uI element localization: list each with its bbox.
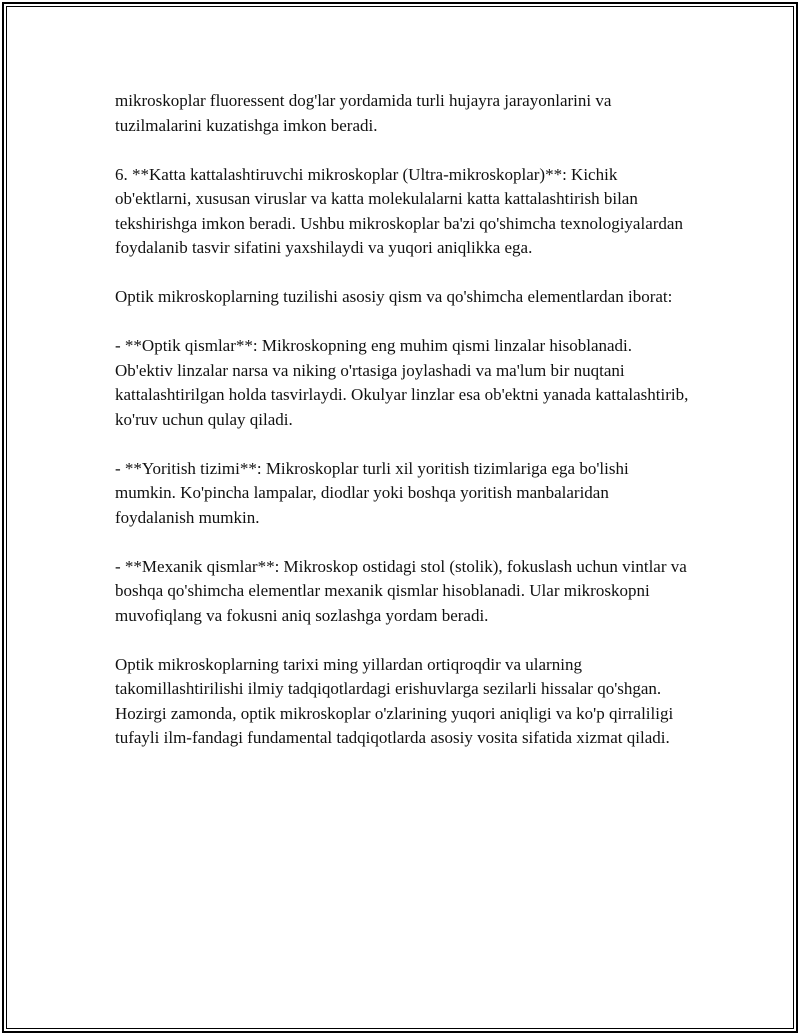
- paragraph-lighting-system: - **Yoritish tizimi**: Mikroskoplar turli xil yoritish tizimlariga ega bo'lishi mumkin. Ko'pincha lampalar, diodlar yoki boshqa yoritish manbalaridan foydalanish mumkin.: [115, 458, 629, 527]
- paragraph-structure-intro: Optik mikroskoplarning tuzilishi asosiy qism va qo'shimcha elementlardan iborat:: [115, 287, 673, 306]
- document-body: [115, 89, 690, 775]
- paragraph-mechanical-parts: - **Mexanik qismlar**: Mikroskop ostidagi stol (stolik), fokuslash uchun vintlar va boshqa qo'shimcha elementlar mexanik qismlar hisoblanadi. Ular mikroskopni muvofiqlang va fokusni aniq sozlashga yordam beradi.: [115, 556, 687, 625]
- paragraph-fluorescent-continuation: mikroskoplar fluoressent dog'lar yordamida turli hujayra jarayonlarini va tuzilmalarini kuzatishga imkon beradi.: [115, 91, 612, 135]
- paragraph-history: Optik mikroskoplarning tarixi ming yillardan ortiqroqdir va ularning takomillashtirilishi ilmiy tadqiqotlardagi erishuvlarga sezilarli hissalar qo'shgan. Hozirgi zamonda, optik mikroskoplar o'zlarining yuqori aniqligi va ko'p qirraliligi tufayli ilm-fandagi fundamental tadqiqotlarda asosiy vosita sifatida xizmat qiladi.: [115, 654, 674, 747]
- paragraph-optical-parts: - **Optik qismlar**: Mikroskopning eng muhim qismi linzalar hisoblanadi. Ob'ektiv linzalar narsa va niking o'rtasiga joylashadi va ma'lum bir nuqtani kattalashtirilgan holda tasvirlaydi. Okulyar linzlar esa ob'ektni yanada kattalashtirib, ko'ruv uchun qulay qiladi.: [115, 336, 689, 429]
- paragraph-ultra-microscopes: 6. **Katta kattalashtiruvchi mikroskoplar (Ultra-mikroskoplar)**: Kichik ob'ektlarni, xususan viruslar va katta molekulalarni katta kattalashtirish bilan tekshirishga imkon beradi. Ushbu mikroskoplar ba'zi qo'shimcha texnologiyalardan foydalanib tasvir sifatini yaxshilaydi va yuqori aniqlikka ega.: [115, 164, 683, 257]
